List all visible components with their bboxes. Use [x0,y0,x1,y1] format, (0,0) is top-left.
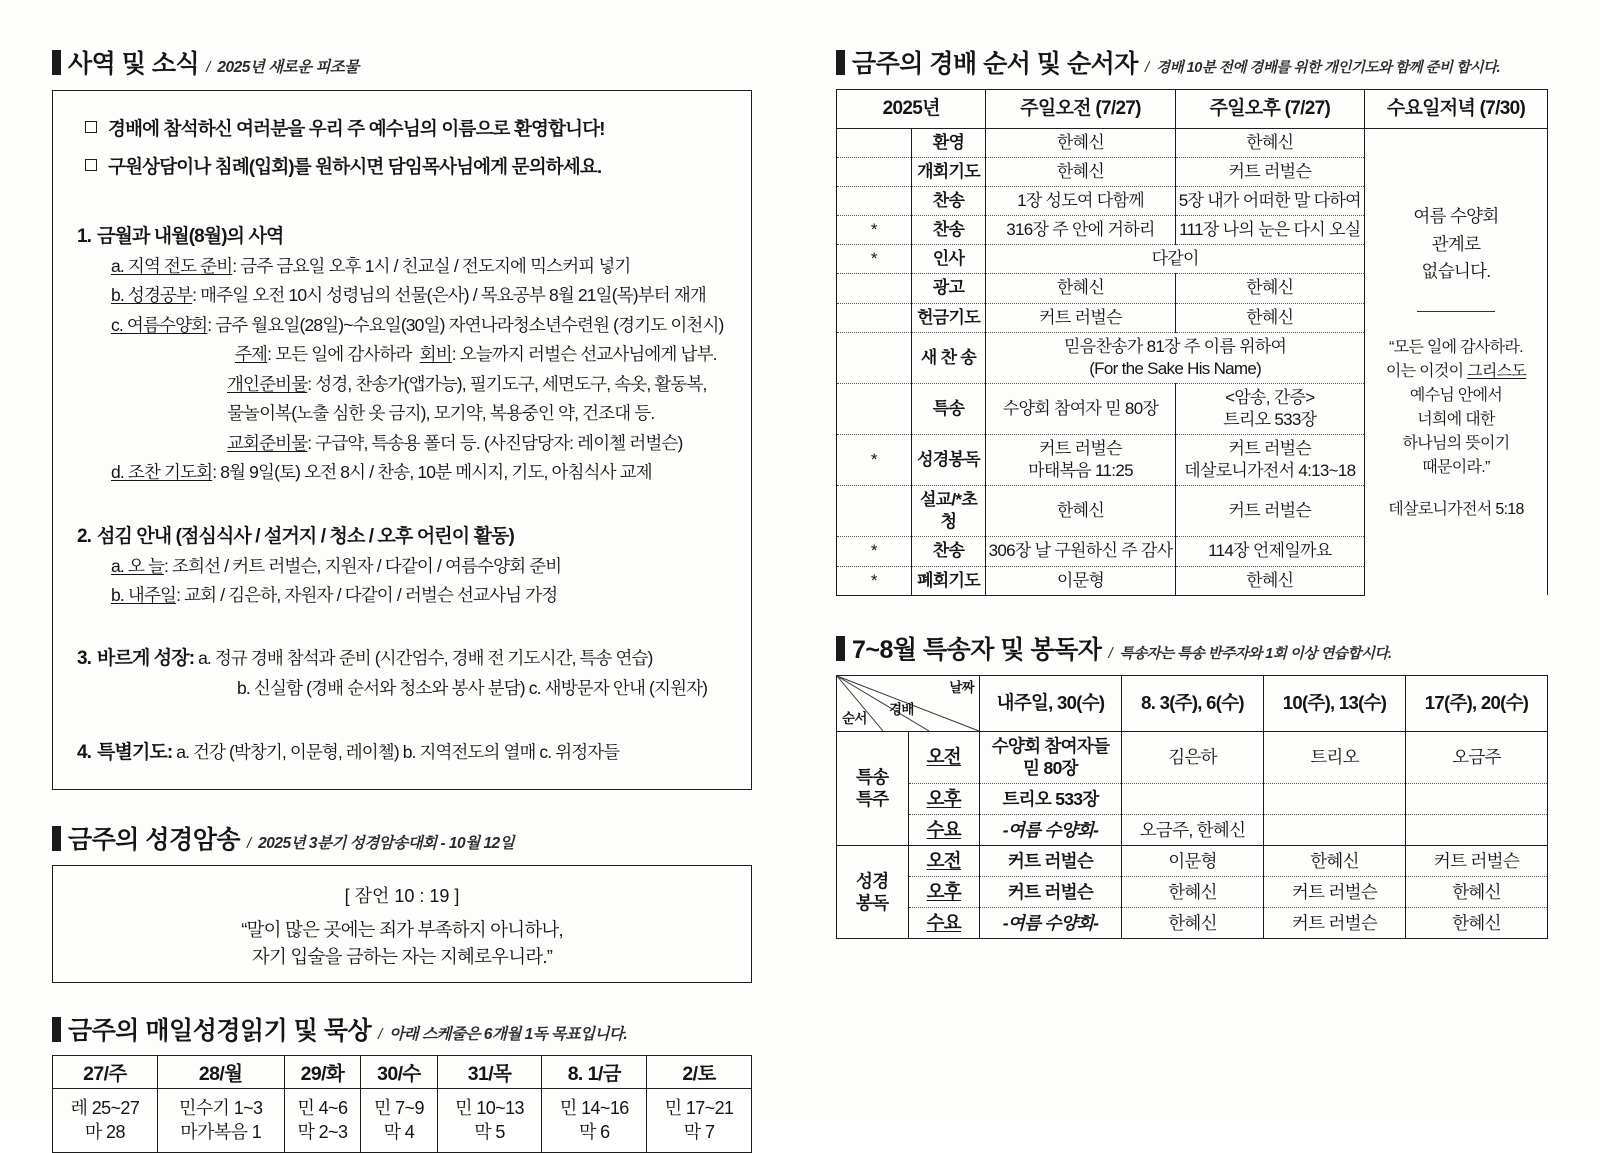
special-slot-cell [908,731,980,784]
daily-reading-cell: 민 10~13 막 5 [437,1088,542,1152]
daily-reading-table [52,1055,752,1153]
order-am-cell: 316장 주 안에 거하리 [986,216,1175,245]
notice-check-text: 구원상담이나 침례(입회)를 원하시면 담임목사님에게 문의하세요. [108,156,602,177]
sub-text: : 모든 일에 감사하라 [267,344,412,365]
order-item-name: 광고 [911,274,986,303]
order-row [837,129,1548,158]
heading-separator: / [247,834,252,852]
order-am-cell: 이문형 [986,566,1175,595]
daily-heading-subtitle: 아래 스케줄은 6개월 1독 목표입니다. [389,1025,628,1043]
sub-label: c. 여름수양회 [111,314,208,335]
notice-item-1d [111,461,731,484]
daily-reading-cell: 민 7~9 막 4 [361,1088,438,1152]
daily-reading-cell: 민 14~16 막 6 [542,1088,647,1152]
order-heading-subtitle: 경배 10분 전에 경배를 위한 개인기도와 함께 준비 합시다. [1156,60,1501,76]
note-verse-reference: 데살로니가전서 5:18 [1388,500,1524,518]
order-header-row [837,90,1548,129]
special-assignment-cell [1406,815,1548,846]
heading-separator: / [1108,644,1113,662]
daily-reading-cell: 민수기 1~3 마가복음 1 [157,1088,284,1152]
note-verse-text: “모든 일에 감사하라. 이는 이것이 그리스도 예수님 안에서 너희에 대한 하나님의 뜻이기 때문이라.” [1385,338,1527,476]
order-item-name: 인사 [911,245,986,274]
notice-item-3-title [77,643,731,670]
memverse-heading-subtitle: 2025년 3분기 성경암송대회 - 10월 12일 [258,834,515,852]
notice-item-2-title [77,521,731,548]
notice-heading-title: 사역 및 소식 [68,50,200,78]
memverse-line-1: “말이 많은 곳에는 죄가 부족하지 아니하나, [241,918,563,940]
sub-text: : 8월 9일(토) 오전 8시 / 찬송, 10분 메시지, 기도, 아침식사 교제 [212,462,652,483]
memverse-heading-title: 금주의 성경암송 [68,825,240,854]
notice-box [52,90,752,790]
daily-header-cell: 28/월 [157,1055,284,1088]
notice-section-heading [52,44,752,80]
section-marker-icon [52,50,61,75]
memverse-line-2: 자기 입술을 금하는 자는 지혜로우니라.” [251,945,553,967]
sub-label: 개인준비물 [227,373,308,394]
special-date-header: 내주일, 30(수) [980,675,1122,731]
daily-header-cell: 8. 1/금 [542,1055,647,1088]
section-marker-icon [836,50,845,75]
sub-text: : 오늘까지 러벌슨 선교사님에게 납부. [451,344,717,365]
special-row [837,815,1548,846]
daily-header-row [53,1055,752,1088]
sub-label: b. 내주일 [111,584,177,605]
sub-text: : 금주 월요일(28일)~수요일(30일) 자연나라청소년수련원 (경기도 이천시) [207,314,724,335]
order-am-cell: 1장 성도여 다함께 [986,187,1175,216]
sub-label: b. 성경공부 [111,285,193,306]
heading-separator: / [1144,59,1150,76]
order-pm-cell: 커트 러벌슨 [1175,158,1364,187]
special-heading-subtitle: 특송자는 특송 반주자와 1회 이상 연습합시다. [1119,645,1392,662]
notice-item-4 [77,737,731,764]
section-marker-icon [52,826,61,851]
order-star-cell [837,383,912,434]
order-pm-cell: 114장 언제일까요 [1175,537,1364,566]
item-index: 1. [77,226,92,247]
notice-item-1a [111,255,731,278]
memverse-box [52,865,752,983]
order-pm-cell: 5장 내가 어떠한 말 다하여 [1175,187,1364,216]
notice-check-line [85,115,731,141]
notice-item-2 [77,521,731,608]
item-index: 3. [77,648,92,670]
sub-text: : 매주일 오전 10시 성령님의 선물(은사) / 목요공부 8월 21일(목)부터 재개 [192,285,706,306]
special-assignment-cell [1122,784,1264,815]
order-item-name: 찬송 [911,187,986,216]
daily-header-cell: 2/토 [647,1055,752,1088]
special-row [837,908,1548,939]
special-row [837,731,1548,784]
section-marker-icon [52,1017,61,1042]
special-assignment-cell: 오금주, 한혜신 [1122,815,1264,846]
sub-label: a. 지역 전도 준비 [111,256,233,276]
order-item-name: 설교/*초청 [911,486,986,537]
item-4-text: a. 건강 (박창기, 이문형, 레이첼) b. 지역전도의 열매 c. 위정자들 [176,741,620,762]
special-assignment-cell: -여름 수양회- [980,815,1122,846]
daily-header-cell: 30/수 [361,1055,438,1088]
note-cancel-text: 여름 수양회 관계로 없습니다. [1413,206,1499,281]
notice-item-4-title [77,737,731,764]
notice-check-text: 경배에 참석하신 여러분을 우리 주 예수님의 이름으로 환영합니다! [108,118,605,139]
order-am-cell: 306장 날 구원하신 주 감사 [986,537,1175,566]
special-slot-label: 수요 [926,912,961,934]
special-assignment-cell [1406,784,1548,815]
notice-item-3b: b. 신실함 (경배 순서와 청소와 봉사 분담) c. 새방문자 안내 (지원자) [237,678,708,699]
special-music-readers-table [836,675,1548,940]
order-star-cell: * [837,566,912,595]
order-am-cell: 한혜신 [986,129,1175,158]
sub-text: : 금주 금요일 오후 1시 / 친교실 / 전도지에 믹스커피 넣기 [232,256,631,276]
special-assignment-cell: 수양회 참여자들 믿 80장 [980,731,1122,784]
memverse-section-heading [52,820,752,856]
section-marker-icon [836,636,845,661]
order-star-cell [837,187,912,216]
right-column [836,44,1550,939]
order-item-name: 환영 [911,129,986,158]
order-am-cell: 한혜신 [986,486,1175,537]
order-merged-cell: 다같이 [986,245,1365,274]
special-assignment-cell: 커트 러벌슨 [1406,846,1548,877]
notice-item-2b [111,584,731,607]
order-item-name: 새 찬 송 [911,332,986,383]
special-assignment-cell [1264,815,1406,846]
order-header-year: 2025년 [837,90,986,129]
special-assignment-cell: 커트 러벌슨 [980,846,1122,877]
sub-text: : 조희선 / 커트 러벌슨, 지원자 / 다같이 / 여름수양회 준비 [164,555,562,576]
special-slot-label: 오전 [926,850,961,872]
sub-label: 교회준비물 [227,432,308,453]
notice-item-1-title [77,221,731,248]
special-group-label: 특송 특주 [837,731,909,846]
special-date-header: 17(주), 20(수) [1406,675,1548,731]
order-heading-title: 금주의 경배 순서 및 순서자 [852,50,1138,78]
special-slot-cell [908,784,980,815]
special-row [837,846,1548,877]
special-slot-cell [908,846,980,877]
order-item-name: 성경봉독 [911,435,986,486]
special-assignment-cell: 한혜신 [1406,908,1548,939]
special-slot-label: 수요 [926,819,961,841]
special-heading-title: 7~8월 특송자 및 봉독자 [852,635,1102,664]
order-star-cell: * [837,435,912,486]
order-am-cell: 수양회 참여자 믿 80장 [986,383,1175,434]
order-section-heading [836,44,1550,80]
special-slot-cell [908,877,980,908]
order-item-name: 찬송 [911,216,986,245]
daily-header-cell: 31/목 [437,1055,542,1088]
notice-item-1b [111,284,731,307]
notice-item-1c [111,314,731,337]
special-assignment-cell: 커트 러벌슨 [980,877,1122,908]
corner-label-order: 순서 [842,711,867,727]
daily-reading-cell: 민 4~6 막 2~3 [284,1088,361,1152]
order-header-am: 주일오전 (7/27) [986,90,1175,129]
item-index: 4. [77,741,92,763]
sub-label: a. 오 늘 [111,555,165,576]
notice-item-2a [111,555,731,578]
special-assignment-cell: 이문형 [1122,846,1264,877]
order-star-cell [837,158,912,187]
notice-item-1 [77,221,731,485]
item-index: 2. [77,525,92,547]
order-am-cell: 한혜신 [986,274,1175,303]
special-slot-cell [908,908,980,939]
special-row [837,877,1548,908]
order-star-cell: * [837,245,912,274]
daily-heading-title: 금주의 매일성경읽기 및 묵상 [68,1016,372,1045]
order-star-cell [837,129,912,158]
order-item-name: 개회기도 [911,158,986,187]
notice-item-1c-personal [227,373,731,396]
notice-item-3 [77,643,731,700]
special-corner-cell [837,675,980,731]
notice-heading-subtitle: 2025년 새로운 피조물 [217,59,359,76]
corner-label-date: 날짜 [949,679,974,695]
order-pm-cell: 커트 러벌슨 [1175,486,1364,537]
note-divider [1417,311,1495,312]
order-star-cell [837,332,912,383]
special-assignment-cell: 한혜신 [1406,877,1548,908]
daily-body-row [53,1088,752,1152]
daily-header-cell: 29/화 [284,1055,361,1088]
special-slot-label: 오전 [926,746,961,768]
order-am-cell: 커트 러벌슨 마태복음 11:25 [986,435,1175,486]
checkbox-icon [85,121,97,133]
sub-text: : 성경, 찬송가(앱가능), 필기도구, 세면도구, 속옷, 활동복, [307,373,707,394]
order-star-cell [837,303,912,332]
notice-check-line [85,153,731,179]
order-item-name: 헌금기도 [911,303,986,332]
special-assignment-cell: 한혜신 [1122,877,1264,908]
order-star-cell: * [837,216,912,245]
special-slot-label: 오후 [926,881,961,903]
item-title-text: 바르게 성장: [97,648,195,670]
order-am-cell: 커트 러벌슨 [986,303,1175,332]
heading-separator: / [206,59,211,76]
sub-label: 주제 [235,344,268,365]
order-star-cell: * [837,537,912,566]
corner-label-service: 경배 [889,702,914,718]
notice-item-1c-theme [235,343,731,366]
worship-order-table [836,89,1548,596]
left-column [52,44,752,1153]
daily-section-heading [52,1011,752,1047]
heading-separator: / [378,1025,383,1043]
item-title-text: 특별기도: [97,741,173,763]
special-assignment-cell: 커트 러벌슨 [1264,908,1406,939]
special-header-row [837,675,1548,731]
order-star-cell [837,274,912,303]
special-assignment-cell: -여름 수양회- [980,908,1122,939]
order-pm-cell: 한혜신 [1175,303,1364,332]
sub-label: d. 조찬 기도회 [111,462,213,483]
item-title-text: 금월과 내월(8월)의 사역 [97,226,284,247]
special-group-label: 성경 봉독 [837,846,909,939]
order-pm-cell: 커트 러벌슨 데살로니가전서 4:13~18 [1175,435,1364,486]
special-assignment-cell: 한혜신 [1122,908,1264,939]
special-row [837,784,1548,815]
sub-text: : 구급약, 특송용 폴더 등. (사진담당자: 레이첼 러벌슨) [307,432,683,453]
daily-reading-cell: 민 17~21 막 7 [647,1088,752,1152]
special-assignment-cell: 한혜신 [1264,846,1406,877]
special-assignment-cell: 트리오 533장 [980,784,1122,815]
special-assignment-cell: 오금주 [1406,731,1548,784]
special-section-heading [836,630,1550,666]
notice-item-1c-personal-cont: 물놀이복(노출 심한 옷 금지), 모기약, 복용중인 약, 건조대 등. [227,403,655,424]
order-am-cell: 한혜신 [986,158,1175,187]
order-pm-cell: 한혜신 [1175,566,1364,595]
sub-label: 회비 [419,344,452,365]
order-merged-cell: 믿음찬송가 81장 주 이름 위하여 (For the Sake His Name) [986,332,1365,383]
sub-text: : 교회 / 김은하, 자원자 / 다같이 / 러벌슨 선교사님 가정 [176,584,558,605]
memverse-reference: [ 잠언 10 : 19 ] [344,885,460,906]
order-pm-cell: 한혜신 [1175,274,1364,303]
order-pm-cell: <암송, 간증> 트리오 533장 [1175,383,1364,434]
order-wednesday-note [1364,129,1547,596]
item-title-text: 섬김 안내 (점심식사 / 설거지 / 청소 / 오후 어린이 활동) [97,525,514,547]
order-pm-cell: 한혜신 [1175,129,1364,158]
item-3a-text: a. 정규 경배 참석과 준비 (시간엄수, 경배 전 기도시간, 특송 연습) [198,648,653,669]
special-assignment-cell: 커트 러벌슨 [1264,877,1406,908]
special-assignment-cell: 김은하 [1122,731,1264,784]
special-slot-cell [908,815,980,846]
special-slot-label: 오후 [926,788,961,810]
order-pm-cell: 111장 나의 눈은 다시 오실 [1175,216,1364,245]
order-item-name: 폐회기도 [911,566,986,595]
special-assignment-cell [1264,784,1406,815]
checkbox-icon [85,159,97,171]
daily-reading-cell: 레 25~27 마 28 [53,1088,158,1152]
notice-item-1c-church [227,432,731,455]
special-date-header: 10(주), 13(수) [1264,675,1406,731]
order-item-name: 특송 [911,383,986,434]
daily-header-cell: 27/주 [53,1055,158,1088]
special-assignment-cell: 트리오 [1264,731,1406,784]
special-date-header: 8. 3(주), 6(수) [1122,675,1264,731]
order-item-name: 찬송 [911,537,986,566]
order-header-wed: 수요일저녁 (7/30) [1364,90,1547,129]
order-header-pm: 주일오후 (7/27) [1175,90,1364,129]
order-star-cell [837,486,912,537]
